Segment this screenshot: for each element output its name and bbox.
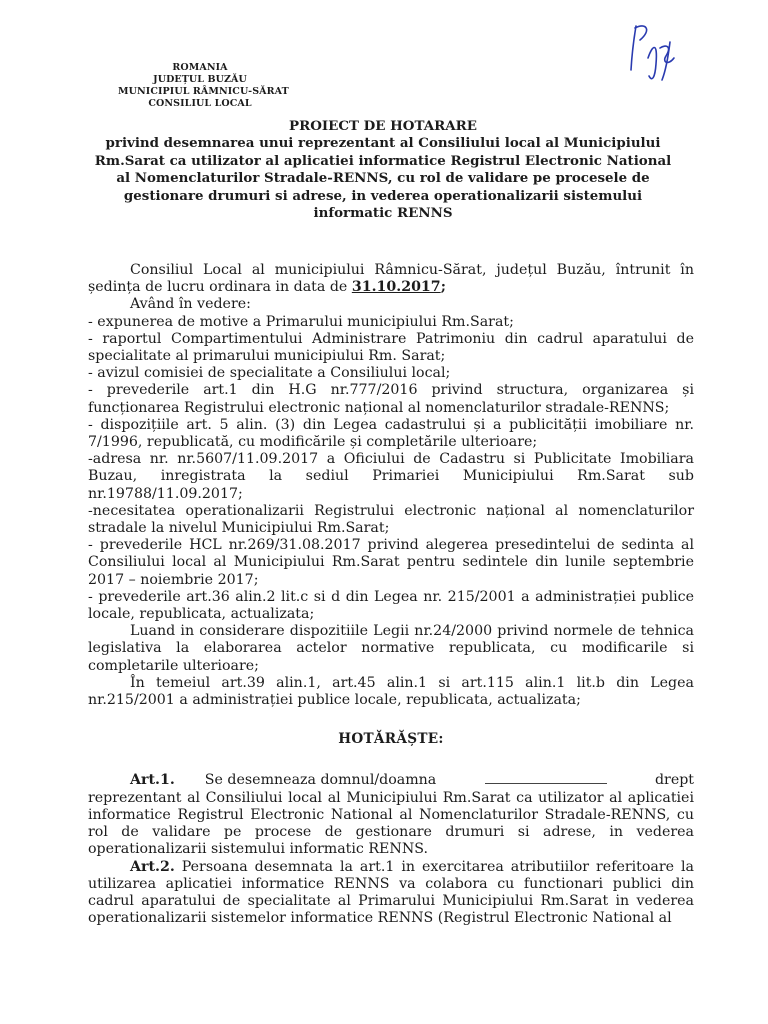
header-county: JUDEȚUL BUZĂU bbox=[153, 74, 247, 85]
legal-grounds-paragraph: În temeiul art.39 alin.1, art.45 alin.1 si art.115 alin.1 lit.b din Legea nr.215/2001 a administrației publice locale, republicata, actualizata; bbox=[88, 674, 694, 709]
header-municipality: MUNICIPIUL RÂMNICU-SĂRAT bbox=[118, 86, 289, 97]
document-subtitle: privind desemnarea unui reprezentant al Consiliului local al Municipiului Rm.Sarat ca utilizator al aplicatiei informatice Registrul Electronic National al Nomenclaturilor Stradale-RENNS, cu rol de validare pe procesele de gestionare drumuri si adrese, in vederea operationalizarii sistemului informatic RENNS bbox=[94, 135, 672, 222]
article-2-text: Persoana desemnata la art.1 in exercitarea atributiilor referitoare la utilizarea aplicatiei informatice RENNS va colabora cu functionari publici din cadrul aparatului de specialitate al Primarului Municipiului Rm.Sarat in vederea operationalizarii sistemelor informatice RENNS (Registrul Electronic National al bbox=[88, 858, 694, 927]
article-1-text-after: drept bbox=[654, 772, 694, 789]
consideration-item: - prevederile art.1 din H.G nr.777/2016 privind structura, organizarea și funcționarea Registrului electronic național al nomenclaturilor stradale-RENNS; bbox=[88, 382, 694, 416]
intro-text: Consiliul Local al municipiului Râmnicu-Sărat, județul Buzău, întrunit în ședința de lucru ordinara in data de bbox=[88, 262, 694, 296]
article-1-first-line bbox=[88, 772, 694, 789]
issuer-header bbox=[118, 62, 289, 110]
header-council: CONSILIUL LOCAL bbox=[148, 98, 252, 109]
consideration-item: - expunerea de motive a Primarului municipiului Rm.Sarat; bbox=[88, 313, 514, 330]
article-1-continuation: reprezentant al Consiliului local al Municipiului Rm.Sarat ca utilizator al aplicatiei informatice Registrul Electronic National al Nomenclaturilor Stradale-RENNS, cu rol de validare pe procese de gestionare drumuri si adrese, in vederea operationalizarii sistemului informatic RENNS. bbox=[88, 789, 694, 858]
session-date-suffix: ; bbox=[440, 279, 446, 296]
article-2 bbox=[88, 859, 694, 928]
consideration-item: -necesitatea operationalizarii Registrului electronic național al nomenclaturilor stradale la nivelul Municipiului Rm.Sarat; bbox=[88, 502, 694, 537]
intro-paragraph bbox=[88, 262, 694, 296]
consideration-item: -adresa nr. nr.5607/11.09.2017 a Oficiului de Cadastru si Publicitate Imobiliara Buzau, inregistrata la sediul Primariei Municipiului Rm.Sarat sub nr.19788/11.09.2017; bbox=[88, 451, 694, 502]
session-date: 31.10.2017 bbox=[351, 279, 441, 296]
article-1-lead bbox=[88, 772, 436, 789]
article-1-label: Art.1. bbox=[130, 772, 175, 789]
header-country: ROMANIA bbox=[172, 62, 228, 73]
consideration-item: - raportul Compartimentului Administrare Patrimoniu din cadrul aparatului de specialitate al primarului municipiului Rm. Sarat; bbox=[88, 330, 694, 365]
article-1-text-before: Se desemneaza domnul/doamna bbox=[204, 772, 437, 789]
article-1 bbox=[88, 772, 694, 858]
article-2-label: Art.2. bbox=[130, 858, 175, 875]
consideration-item: - prevederile HCL nr.269/31.08.2017 privind alegerea presedintelui de sedinta al Consiliului local al Municipiului Rm.Sarat pentru sedintele din lunile septembrie 2017 – noiembrie 2017; bbox=[88, 537, 694, 588]
decision-heading: HOTĂRĂȘTE: bbox=[338, 731, 444, 748]
document-title: PROIECT DE HOTARARE bbox=[289, 118, 477, 134]
document-body bbox=[88, 262, 694, 927]
consideration-item: - avizul comisiei de specialitate a Consiliului local; bbox=[88, 365, 451, 382]
designee-name-blank[interactable] bbox=[485, 773, 607, 784]
document-title-block bbox=[88, 118, 678, 222]
considering-heading: Având în vedere: bbox=[130, 296, 251, 313]
legislative-basis-paragraph: Luand in considerare dispozitiile Legii nr.24/2000 privind normele de tehnica legislativa la elaborarea actelor normative republicata, cu modificarile si completarile ulterioare; bbox=[88, 623, 694, 674]
consideration-item: - dispozițiile art. 5 alin. (3) din Legea cadastrului și a publicității imobiliare nr. 7/1996, republicată, cu modificările și completările ulterioare; bbox=[88, 416, 694, 451]
handwritten-initials-signature bbox=[622, 18, 692, 88]
consideration-item: - prevederile art.36 alin.2 lit.c si d din Legea nr. 215/2001 a administrației publice locale, republicata, actualizata; bbox=[88, 588, 694, 623]
